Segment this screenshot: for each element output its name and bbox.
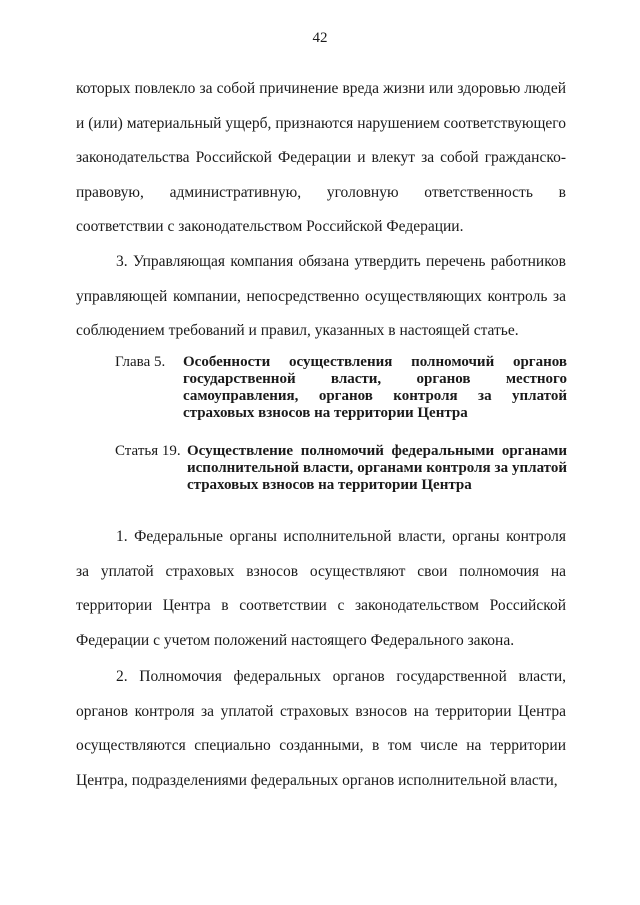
article-heading-title: Осуществление полномочий федеральными органами исполнительной власти, органами контроля за уплатой страховых взносов на территории Центра <box>187 443 567 493</box>
article-heading-prefix: Статья 19. <box>115 443 181 459</box>
paragraph-continuation: которых повлекло за собой причинение вреда жизни или здоровью людей и (или) материальный ущерб, признаются нарушением соответствующего законодательства Российской Федерации и влекут за собой гражданско-правовую, административную, уголовную ответственность в соответствии с законодательством Российской Федерации. <box>76 80 566 235</box>
paragraph-item-2: 2. Полномочия федеральных органов государственной власти, органов контроля за уплатой страховых взносов на территории Центра осуществляются специально созданными, в том числе на территории Центра, подразделениями федеральных органов исполнительной власти, <box>76 668 566 789</box>
chapter-heading-title: Особенности осуществления полномочий органов государственной власти, органов местного самоуправления, органов контроля за уплатой страховых взносов на территории Центра <box>183 354 567 421</box>
page-number: 42 <box>312 30 328 46</box>
chapter-heading-prefix: Глава 5. <box>115 354 166 370</box>
paragraph-item-1: 1. Федеральные органы исполнительной власти, органы контроля за уплатой страховых взносов осуществляют свои полномочия на территории Центра в соответствии с законодательством Российской Федерации с учетом положений настоящего Федерального закона. <box>76 528 566 649</box>
paragraph-item-3: 3. Управляющая компания обязана утвердить перечень работников управляющей компании, непосредственно осуществляющих контроль за соблюдением требований и правил, указанных в настоящей статье. <box>76 253 566 339</box>
